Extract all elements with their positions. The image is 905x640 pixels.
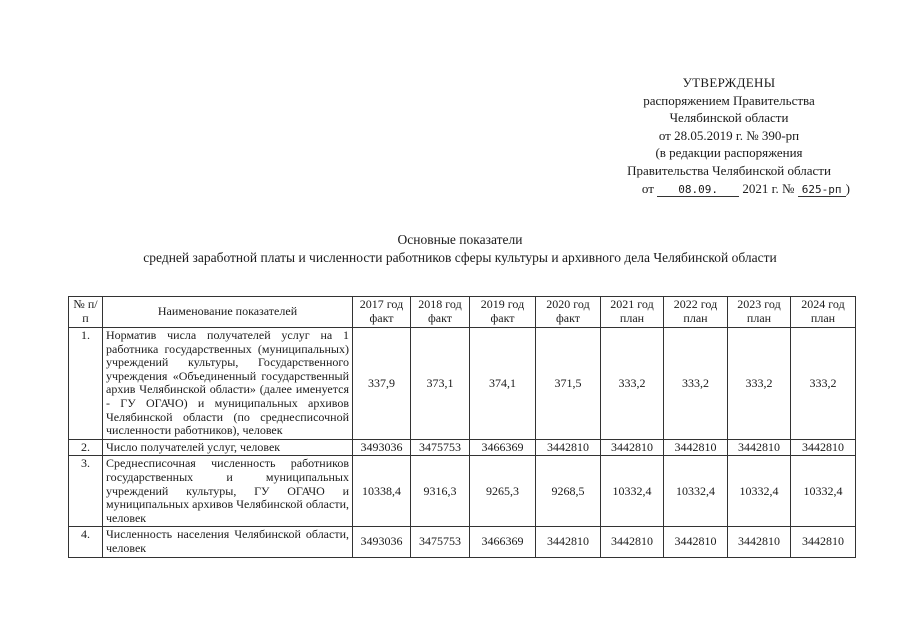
row-value: 10332,4	[728, 456, 791, 527]
row-value: 3466369	[470, 527, 536, 557]
row-number: 1.	[69, 328, 103, 440]
row-value: 3442810	[601, 527, 664, 557]
header-name: Наименование показателей	[103, 297, 353, 328]
header-year: 2019 год факт	[470, 297, 536, 328]
row-value: 3493036	[353, 439, 411, 456]
row-number: 3.	[69, 456, 103, 527]
row-value: 3442810	[664, 527, 728, 557]
row-value: 333,2	[664, 328, 728, 440]
table-row	[69, 456, 856, 527]
approval-line: от 28.05.2019 г. № 390-рп	[658, 127, 800, 143]
header-year: 2018 год факт	[411, 297, 470, 328]
row-value: 371,5	[536, 328, 601, 440]
header-year: 2023 год план	[728, 297, 791, 328]
approval-line: Челябинской области	[669, 110, 789, 126]
row-value: 10332,4	[601, 456, 664, 527]
sign-prefix: от	[641, 180, 654, 196]
row-value: 3442810	[601, 439, 664, 456]
row-value: 3442810	[791, 527, 856, 557]
row-value: 3442810	[728, 439, 791, 456]
row-value: 337,9	[353, 328, 411, 440]
row-number: 4.	[69, 527, 103, 557]
row-value: 9268,5	[536, 456, 601, 527]
sign-number: 625-рп	[798, 183, 846, 197]
row-value: 3475753	[411, 439, 470, 456]
approval-heading: УТВЕРЖДЕНЫ	[682, 75, 776, 90]
row-value: 333,2	[601, 328, 664, 440]
approval-line: (в редакции распоряжения	[655, 145, 803, 161]
header-num: № п/п	[69, 297, 103, 328]
row-value: 333,2	[728, 328, 791, 440]
row-value: 333,2	[791, 328, 856, 440]
row-value: 3442810	[728, 527, 791, 557]
approval-line: распоряжением Правительства	[643, 92, 815, 108]
row-indicator-name: Число получателей услуг, человек	[103, 439, 353, 456]
sign-suffix: )	[845, 180, 850, 196]
header-year: 2022 год план	[664, 297, 728, 328]
row-value: 3493036	[353, 527, 411, 557]
indicators-table	[68, 296, 856, 558]
header-year: 2024 год план	[791, 297, 856, 328]
table-row	[69, 328, 856, 440]
approval-sign-line	[600, 180, 858, 198]
header-year: 2017 год факт	[353, 297, 411, 328]
row-value: 3466369	[470, 439, 536, 456]
row-value: 9316,3	[411, 456, 470, 527]
row-number: 2.	[69, 439, 103, 456]
row-value: 374,1	[470, 328, 536, 440]
row-value: 10338,4	[353, 456, 411, 527]
sign-year: 2021 г. №	[742, 180, 795, 196]
row-indicator-name: Норматив числа получателей услуг на 1 работника государственных (муниципальных) учреждений культуры, Государственного учреждения «Объединенный государственный архив Челябинской области» (далее именуется - ГУ ОГАЧО) и муниципальных архивов Челябинской области (по среднесписочной численности работников), человек	[103, 328, 353, 440]
document-title: Основные показатели	[397, 232, 523, 247]
row-value: 3442810	[791, 439, 856, 456]
table-row	[69, 527, 856, 557]
document-subtitle: средней заработной платы и численности работников сферы культуры и архивного дела Челябинской области	[143, 250, 777, 265]
row-indicator-name: Численность населения Челябинской области, человек	[103, 527, 353, 557]
row-value: 373,1	[411, 328, 470, 440]
approval-line: Правительства Челябинской области	[627, 162, 831, 178]
header-year: 2020 год факт	[536, 297, 601, 328]
header-year: 2021 год план	[601, 297, 664, 328]
row-value: 10332,4	[664, 456, 728, 527]
sign-date: 08.09.	[657, 183, 739, 197]
row-value: 3442810	[664, 439, 728, 456]
approval-stamp	[600, 74, 858, 197]
row-value: 3475753	[411, 527, 470, 557]
row-value: 9265,3	[470, 456, 536, 527]
row-indicator-name: Среднесписочная численность работников государственных и муниципальных учреждений культуры, ГУ ОГАЧО и муниципальных архивов Челябинской области, человек	[103, 456, 353, 527]
row-value: 10332,4	[791, 456, 856, 527]
row-value: 3442810	[536, 439, 601, 456]
row-value: 3442810	[536, 527, 601, 557]
table-row	[69, 439, 856, 456]
table-header-row	[69, 297, 856, 328]
